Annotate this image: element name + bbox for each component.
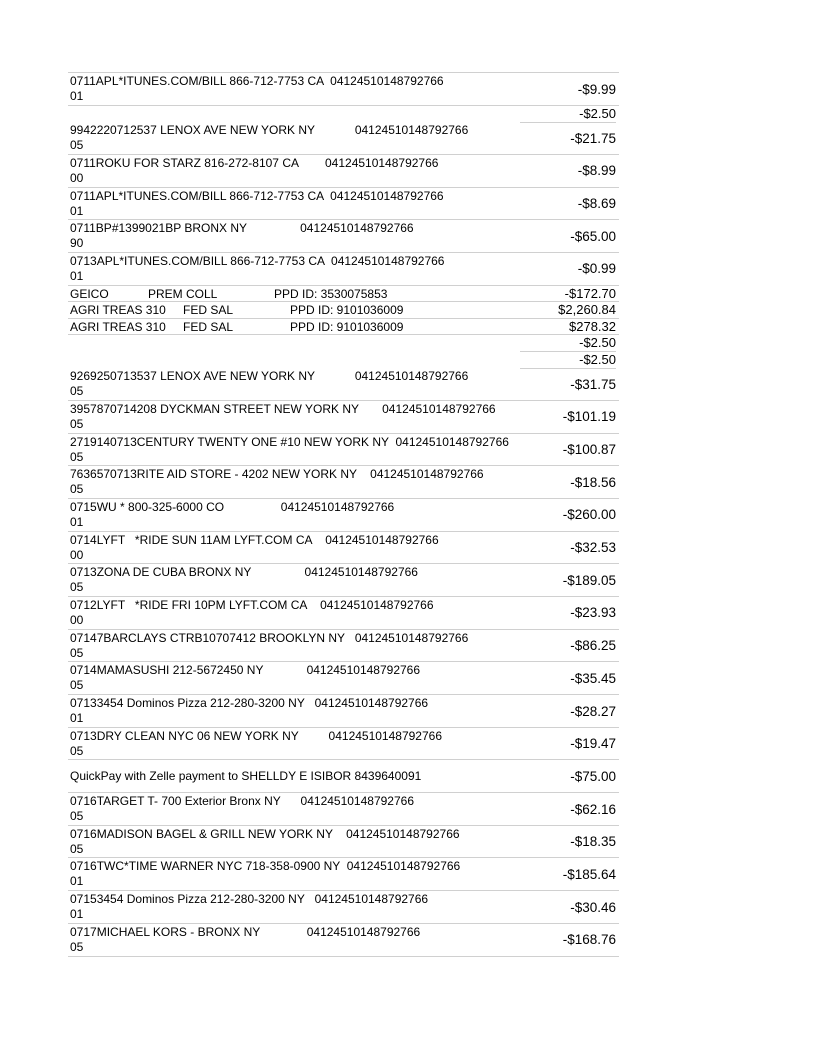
transaction-row (68, 253, 619, 286)
transaction-row (68, 302, 619, 319)
transaction-amount: $278.32 (569, 318, 616, 334)
transaction-amount: -$2.50 (520, 106, 616, 123)
transaction-description (70, 156, 438, 186)
description-line-2: 01 (70, 268, 84, 283)
transaction-description (70, 500, 394, 530)
description-line-2: 05 (70, 743, 84, 758)
description-line-1: 07133454 Dominos Pizza 212-280-3200 NY 04124510148792766 (70, 696, 429, 710)
transaction-col1: AGRI TREAS 310 (70, 303, 166, 318)
transaction-description (70, 74, 444, 104)
transaction-row (68, 695, 619, 728)
transaction-description (70, 221, 414, 251)
description-line-1: 07147BARCLAYS CTRB10707412 BROOKLYN NY 04124510148792766 (70, 630, 469, 645)
transaction-row (68, 122, 619, 155)
transaction-description (70, 189, 444, 219)
transaction-description (70, 663, 420, 693)
transaction-row (68, 499, 619, 532)
transaction-amount: -$65.00 (570, 228, 616, 244)
transactions-table (68, 72, 619, 957)
transaction-row (68, 319, 619, 336)
description-line-2: 05 (70, 449, 84, 464)
transaction-description (70, 631, 468, 661)
transaction-row (68, 858, 619, 891)
transaction-description (70, 402, 496, 432)
description-line-2: 05 (70, 384, 84, 399)
description-line-1: 9942220712537 LENOX AVE NEW YORK NY 04124510148792766 (70, 123, 469, 138)
description-line-2: 00 (70, 547, 84, 562)
transaction-amount: -$260.00 (562, 507, 616, 523)
transaction-description (70, 925, 420, 955)
transaction-description (70, 565, 418, 595)
transaction-col1: AGRI TREAS 310 (70, 319, 166, 334)
description-line-1: 0716TWC*TIME WARNER NYC 718-358-0900 NY 04124510148792766 (70, 859, 461, 874)
transaction-row (68, 401, 619, 434)
transaction-amount: -$172.70 (564, 285, 616, 301)
transaction-description (70, 696, 428, 726)
description-line-1: 0714LYFT *RIDE SUN 11AM LYFT.COM CA 04124510148792766 (70, 532, 439, 547)
description-line-2: 01 (70, 874, 84, 889)
description-line-1: QuickPay with Zelle payment to SHELLDY E ISIBOR 8439640091 (70, 768, 422, 783)
description-line-1: 0711APL*ITUNES.COM/BILL 866-712-7753 CA 04124510148792766 (70, 74, 444, 88)
description-line-1: 0711ROKU FOR STARZ 816-272-8107 CA 04124510148792766 (70, 155, 439, 170)
transaction-row (68, 564, 619, 597)
description-line-2: 05 (70, 416, 84, 431)
transaction-amount: -$21.75 (570, 130, 616, 146)
transaction-col3: PPD ID: 9101036009 (290, 303, 404, 318)
description-line-2: 00 (70, 170, 84, 185)
description-line-1: 3957870714208 DYCKMAN STREET NEW YORK NY 04124510148792766 (70, 401, 496, 416)
transaction-amount: -$18.35 (570, 834, 616, 850)
description-line-1: 0713ZONA DE CUBA BRONX NY 04124510148792766 (70, 565, 418, 580)
transaction-col2: FED SAL (183, 303, 234, 318)
transaction-row (68, 532, 619, 565)
description-line-1: 0715WU * 800-325-6000 CO 04124510148792766 (70, 499, 395, 514)
transaction-row (68, 924, 619, 957)
description-line-1: 0711BP#1399021BP BRONX NY 04124510148792766 (70, 221, 414, 236)
transaction-row (68, 352, 619, 369)
transaction-row (68, 155, 619, 188)
transaction-description (70, 467, 484, 497)
transaction-description (70, 794, 414, 824)
transaction-amount: -$0.99 (577, 261, 616, 277)
transaction-row (68, 434, 619, 467)
description-line-1: 2719140713CENTURY TWENTY ONE #10 NEW YORK NY 04124510148792766 (70, 434, 509, 449)
description-line-1: 07153454 Dominos Pizza 212-280-3200 NY 04124510148792766 (70, 892, 429, 907)
description-line-2: 05 (70, 841, 84, 856)
transaction-description (70, 533, 439, 563)
transaction-row (68, 188, 619, 221)
transaction-amount: -$18.56 (570, 474, 616, 490)
transaction-row (68, 220, 619, 253)
description-line-1: 0713APL*ITUNES.COM/BILL 866-712-7753 CA 04124510148792766 (70, 253, 445, 268)
transaction-amount: -$168.76 (562, 932, 616, 948)
transaction-amount: -$86.25 (570, 638, 616, 654)
description-line-2: 01 (70, 711, 84, 725)
transaction-amount: -$9.99 (577, 81, 616, 97)
transaction-row (68, 73, 619, 106)
description-line-2: 05 (70, 138, 84, 153)
transaction-row (68, 630, 619, 663)
description-line-1: 0716MADISON BAGEL & GRILL NEW YORK NY 04124510148792766 (70, 826, 460, 841)
transaction-amount: -$30.46 (570, 899, 616, 915)
description-line-2: 05 (70, 645, 84, 660)
description-line-2: 05 (70, 939, 84, 954)
transaction-description (70, 827, 460, 857)
transaction-col1: GEICO (70, 286, 109, 301)
transaction-col3: PPD ID: 3530075853 (274, 286, 388, 301)
transaction-row (68, 368, 619, 401)
transaction-amount: -$31.75 (570, 376, 616, 392)
transaction-description (70, 859, 460, 889)
description-line-1: 0717MICHAEL KORS - BRONX NY 04124510148792766 (70, 924, 421, 939)
transaction-row (68, 106, 619, 123)
description-line-2: 01 (70, 514, 84, 529)
transaction-amount: $2,260.84 (558, 302, 616, 318)
description-line-1: 0716TARGET T- 700 Exterior Bronx NY 04124510148792766 (70, 794, 414, 809)
description-line-2: 00 (70, 612, 84, 627)
transaction-description (70, 254, 444, 284)
transaction-row (68, 728, 619, 761)
transaction-row (68, 335, 619, 352)
description-line-2: 01 (70, 203, 84, 218)
description-line-2: 05 (70, 809, 84, 824)
transaction-amount: -$101.19 (562, 409, 616, 425)
transaction-amount: -$100.87 (562, 442, 616, 457)
transaction-row (68, 286, 619, 303)
description-line-1: 9269250713537 LENOX AVE NEW YORK NY 04124510148792766 (70, 369, 469, 384)
transaction-col2: FED SAL (183, 319, 234, 334)
transaction-description (70, 598, 434, 628)
description-line-2: 90 (70, 236, 84, 251)
transaction-amount: -$185.64 (562, 866, 616, 882)
description-line-1: 0713DRY CLEAN NYC 06 NEW YORK NY 04124510148792766 (70, 728, 442, 743)
transaction-col3: PPD ID: 9101036009 (290, 319, 404, 334)
description-line-1: 0714MAMASUSHI 212-5672450 NY 04124510148792766 (70, 663, 421, 678)
transaction-row (68, 597, 619, 630)
transaction-description (70, 435, 509, 465)
transaction-amount: -$2.50 (520, 352, 616, 369)
description-line-1: 0712LYFT *RIDE FRI 10PM LYFT.COM CA 04124510148792766 (70, 597, 434, 612)
description-line-1: 0711APL*ITUNES.COM/BILL 866-712-7753 CA 04124510148792766 (70, 188, 444, 203)
transaction-amount: -$62.16 (570, 801, 616, 817)
transaction-amount: -$23.93 (570, 605, 616, 621)
transaction-description (70, 729, 442, 759)
transaction-amount: -$189.05 (562, 572, 616, 588)
description-line-2: 01 (70, 89, 84, 103)
transaction-row (68, 466, 619, 499)
transaction-amount: -$2.50 (520, 335, 616, 352)
transaction-row (68, 891, 619, 924)
transaction-amount: -$32.53 (570, 540, 616, 556)
transaction-description (70, 369, 468, 399)
transaction-row (68, 793, 619, 826)
transaction-amount: -$75.00 (570, 768, 616, 784)
transaction-description (70, 123, 468, 153)
description-line-2: 05 (70, 678, 84, 693)
description-line-2: 05 (70, 580, 84, 595)
transaction-amount: -$35.45 (570, 670, 616, 686)
transaction-col2: PREM COLL (148, 286, 218, 301)
description-line-2: 05 (70, 482, 84, 497)
transaction-amount: -$28.27 (570, 703, 616, 719)
transaction-amount: -$19.47 (570, 736, 616, 752)
transaction-amount: -$8.69 (577, 196, 616, 212)
transaction-amount: -$8.99 (577, 163, 616, 179)
transaction-description (70, 769, 421, 784)
description-line-2: 01 (70, 907, 84, 922)
transaction-row (68, 662, 619, 695)
transaction-description (70, 892, 428, 922)
transaction-row (68, 760, 619, 793)
description-line-1: 7636570713RITE AID STORE - 4202 NEW YORK NY 04124510148792766 (70, 467, 484, 482)
transaction-row (68, 826, 619, 859)
